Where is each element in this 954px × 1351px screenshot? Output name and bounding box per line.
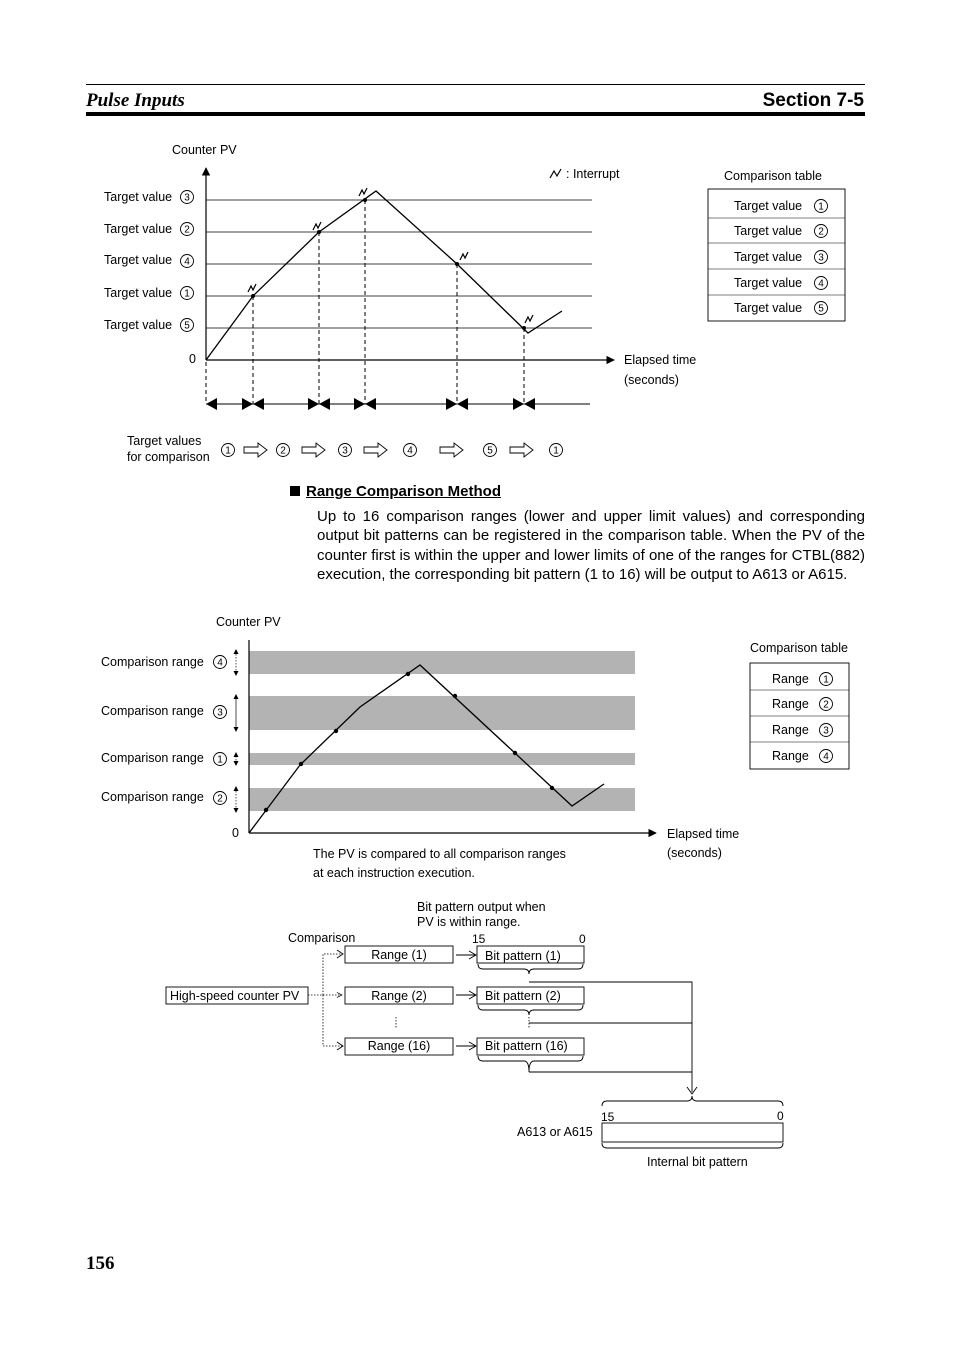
fig2-note: The PV is compared to all comparison ranges bbox=[313, 847, 566, 861]
page-number: 156 bbox=[86, 1253, 115, 1274]
circled-number: 5 bbox=[487, 445, 493, 457]
fig1-table-row: Target value bbox=[734, 224, 803, 238]
fig2-table-title: Comparison table bbox=[750, 641, 848, 655]
fig3-pattern-labels bbox=[485, 949, 568, 1053]
fig2-range-label: Comparison range bbox=[101, 751, 204, 765]
circled-number: 5 bbox=[818, 303, 824, 315]
fig2-x-axis-label: Elapsed time bbox=[667, 827, 740, 841]
circled-number: 1 bbox=[217, 754, 223, 766]
fig2-range-label: Comparison range bbox=[101, 655, 204, 669]
circled-number: 3 bbox=[217, 707, 223, 719]
fig2-table-row: Range bbox=[772, 672, 809, 686]
fig2-range-label: Comparison range bbox=[101, 704, 204, 718]
fig2-range-extent-arrowheads bbox=[234, 649, 239, 813]
page-header-title: Pulse Inputs bbox=[86, 90, 185, 111]
page-header-section: Section 7-5 bbox=[762, 90, 864, 111]
fig1-y-label: Target value bbox=[104, 318, 173, 332]
fig1-table-row: Target value bbox=[734, 250, 803, 264]
fig2-note: at each instruction execution. bbox=[313, 866, 475, 880]
circled-number: 4 bbox=[184, 256, 190, 268]
circled-number: 1 bbox=[225, 445, 231, 457]
circled-number: 1 bbox=[553, 445, 559, 457]
fig1-pv-line bbox=[206, 191, 562, 360]
interrupt-icon bbox=[248, 169, 561, 323]
fig3-pattern-label: Bit pattern (2) bbox=[485, 989, 561, 1003]
fig3-dest-caption: Internal bit pattern bbox=[647, 1155, 748, 1169]
fig1-table-row: Target value bbox=[734, 199, 803, 213]
circled-number: 2 bbox=[280, 445, 286, 457]
fig1-table-title: Comparison table bbox=[724, 169, 822, 183]
fig3-pattern-label: Bit pattern (1) bbox=[485, 949, 561, 963]
fig1-x-axis-label: Elapsed time bbox=[624, 353, 697, 367]
fig1-y-label: Target value bbox=[104, 253, 173, 267]
fig3-dest-label: A613 or A615 bbox=[517, 1125, 593, 1139]
fig3-range-labels bbox=[368, 948, 431, 1053]
fig1-zero-label: 0 bbox=[189, 352, 196, 366]
fig1-table-row: Target value bbox=[734, 276, 803, 290]
fig2-range-nums bbox=[214, 656, 227, 805]
fig2-range-bands bbox=[249, 651, 635, 811]
fig2-zero-label: 0 bbox=[232, 826, 239, 840]
fig1-y-label: Target value bbox=[104, 222, 173, 236]
circled-number: 4 bbox=[818, 278, 824, 290]
fig1-y-axis-label: Counter PV bbox=[172, 143, 237, 157]
circled-number: 3 bbox=[823, 725, 829, 737]
circled-number: 5 bbox=[184, 320, 190, 332]
fig3-bit-lo: 0 bbox=[579, 932, 586, 946]
circled-number: 1 bbox=[184, 288, 190, 300]
fig1-interval-arrows bbox=[206, 398, 590, 410]
fig3-title: PV is within range. bbox=[417, 915, 521, 929]
section-heading: Range Comparison Method bbox=[290, 483, 501, 500]
fig1-x-axis-label-unit: (seconds) bbox=[624, 373, 679, 387]
fig3-range-label: Range (1) bbox=[371, 948, 427, 962]
fig1-y-label: Target value bbox=[104, 190, 173, 204]
fig2-range-label: Comparison range bbox=[101, 790, 204, 804]
fig2-y-axis-label: Counter PV bbox=[216, 615, 281, 629]
fig3-dest-underbrace bbox=[602, 1143, 783, 1148]
fig1-y-label-circles bbox=[181, 191, 194, 332]
square-bullet-icon bbox=[290, 486, 300, 496]
circled-number: 3 bbox=[184, 192, 190, 204]
fig1-target-lines bbox=[206, 200, 592, 328]
circled-number: 3 bbox=[342, 445, 348, 457]
fig3-range-label: Range (16) bbox=[367, 1039, 431, 1053]
fig1-table-row: Target value bbox=[734, 301, 803, 315]
fig1-table-nums bbox=[815, 200, 828, 315]
circled-number: 4 bbox=[407, 445, 413, 457]
fig3-source-label: High-speed counter PV bbox=[170, 989, 300, 1003]
fig3-dest-hi: 15 bbox=[601, 1110, 615, 1124]
circled-number: 2 bbox=[184, 224, 190, 236]
fig1-table-rows bbox=[734, 199, 802, 315]
fig1-dashed-verticals bbox=[206, 200, 524, 404]
fig2-table-rows bbox=[772, 672, 809, 763]
fig1-y-label: Target value bbox=[104, 286, 173, 300]
circled-number: 3 bbox=[818, 252, 824, 264]
circled-number: 2 bbox=[823, 699, 829, 711]
sequence-label: Target values bbox=[127, 434, 202, 448]
interrupt-legend: : Interrupt bbox=[566, 167, 620, 181]
fig1-y-labels bbox=[104, 190, 172, 332]
circled-number: 4 bbox=[217, 657, 223, 669]
fig2-range-labels bbox=[101, 655, 204, 804]
fig3-range-label: Range (2) bbox=[371, 989, 427, 1003]
fig2-table-row: Range bbox=[772, 749, 809, 763]
circled-number: 1 bbox=[823, 674, 829, 686]
fig3-title: Bit pattern output when bbox=[417, 900, 546, 914]
fig3-braces bbox=[478, 964, 583, 1072]
fig3-dest-register bbox=[602, 1123, 783, 1142]
circled-number: 2 bbox=[217, 793, 223, 805]
fig3-comparison-label: Comparison bbox=[288, 931, 356, 945]
fig2-table-nums bbox=[820, 673, 833, 763]
sequence-numbers bbox=[222, 444, 563, 457]
section-paragraph: Up to 16 comparison ranges (lower and upper limit values) and corresponding output bit patterns can be registered in the comparison table. When the PV of the counter first is within the upper and lower limits of one of the ranges for CTBL(882) execution, the corresponding bit pattern (1 to 16) will be output to A613 or A615. bbox=[317, 508, 865, 583]
fig3-dest-lo: 0 bbox=[777, 1109, 784, 1123]
fig3-range-to-pattern-arrows bbox=[456, 951, 476, 1050]
fig3-bit-hi: 15 bbox=[472, 932, 486, 946]
fig2-table-row: Range bbox=[772, 697, 809, 711]
circled-number: 1 bbox=[818, 201, 824, 213]
fig2-x-axis-label-unit: (seconds) bbox=[667, 846, 722, 860]
fig3-dotted-arrowheads bbox=[337, 950, 343, 1050]
fig3-dest-brace bbox=[602, 1096, 783, 1106]
fig2-table-row: Range bbox=[772, 723, 809, 737]
sequence-label: for comparison bbox=[127, 450, 210, 464]
circled-number: 2 bbox=[818, 226, 824, 238]
circled-number: 4 bbox=[823, 751, 829, 763]
fig3-pattern-label: Bit pattern (16) bbox=[485, 1039, 568, 1053]
